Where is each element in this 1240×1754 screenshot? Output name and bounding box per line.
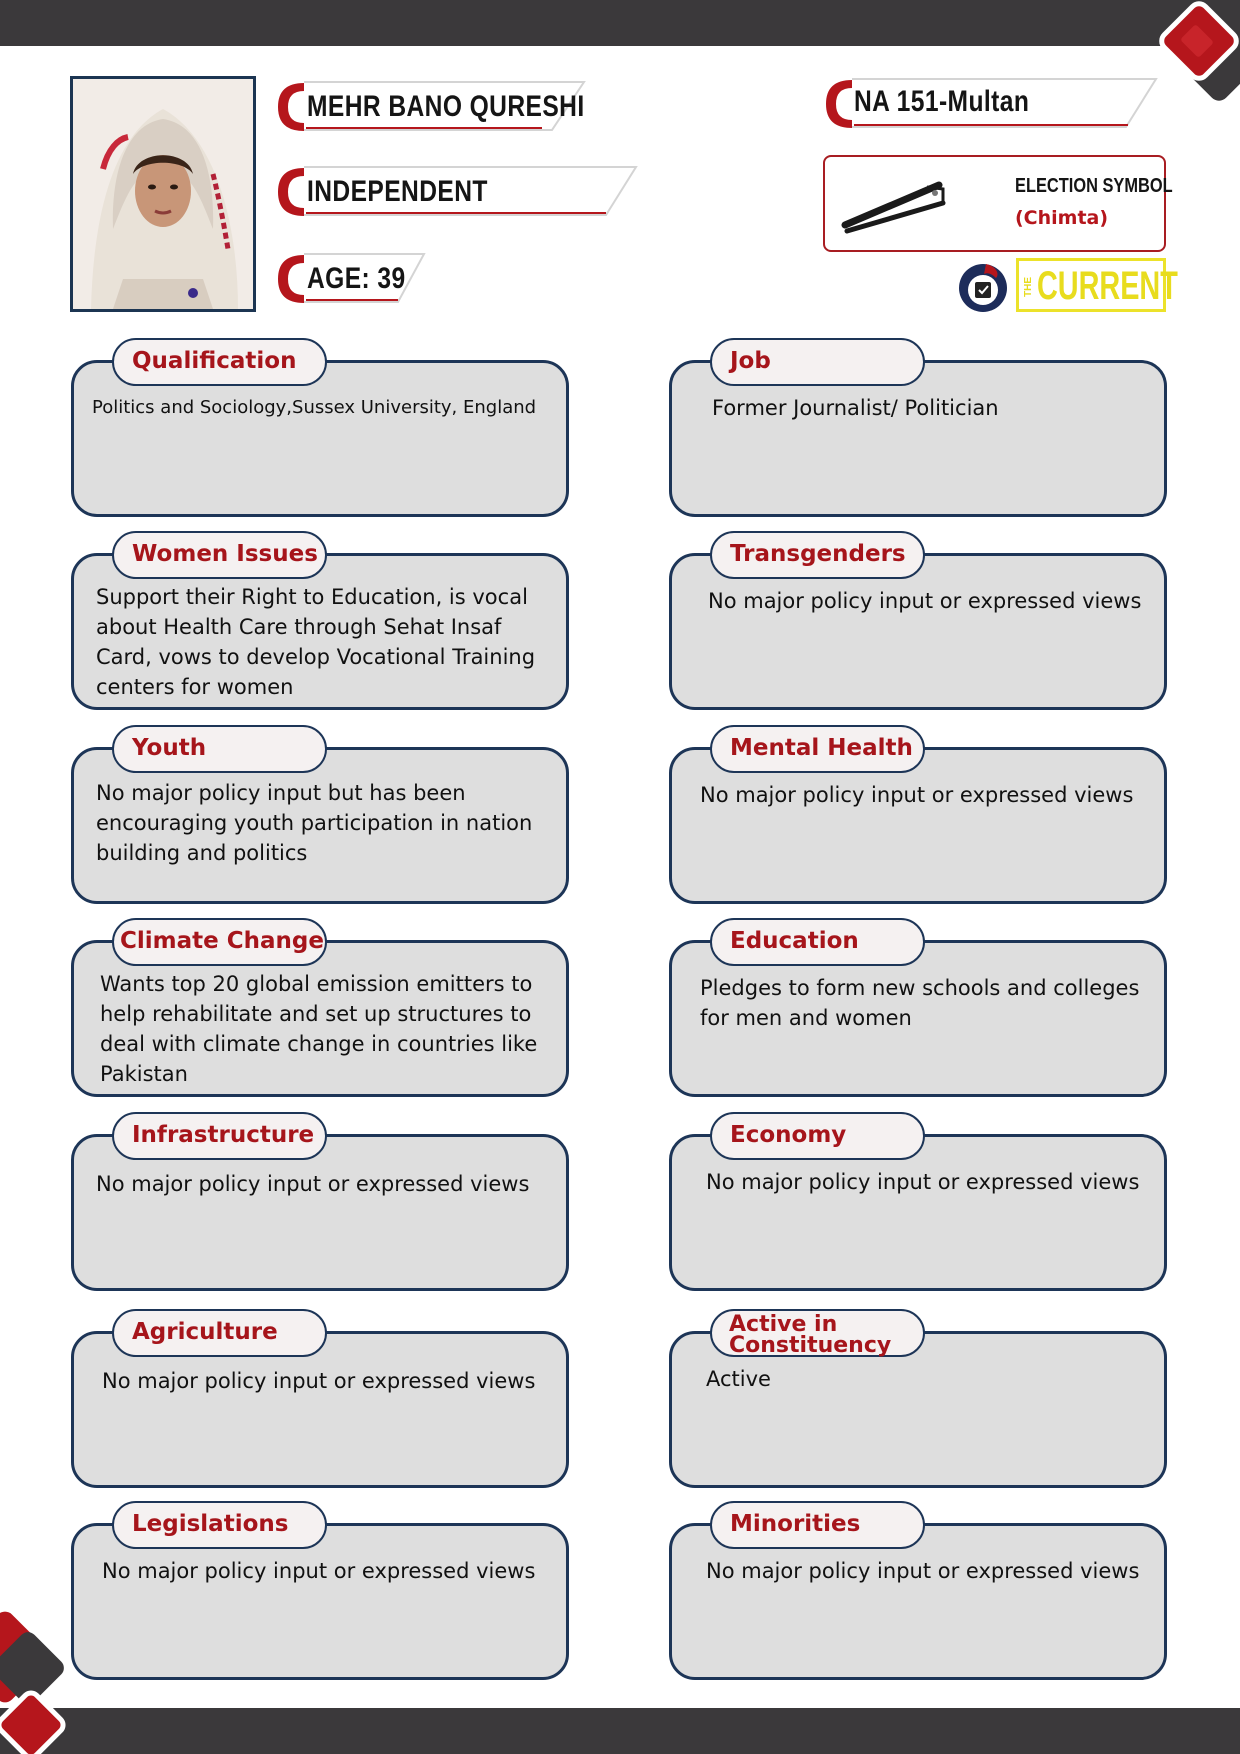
card-label: Economy bbox=[710, 1112, 925, 1160]
card-label: Transgenders bbox=[710, 531, 925, 579]
candidate-age: AGE: 39 bbox=[307, 262, 406, 295]
card-text: Support their Right to Education, is vocal about Health Care through Sehat Insaf Card, vows to develop Vocational Training centers for women bbox=[96, 585, 536, 699]
card-label: Women Issues bbox=[112, 531, 327, 579]
card-label: Mental Health bbox=[710, 725, 925, 773]
constituency: NA 151-Multan bbox=[854, 85, 1030, 118]
current-logo-prefix: THE bbox=[1023, 277, 1034, 297]
card-text: No major policy input or expressed views bbox=[102, 1559, 536, 1583]
election-symbol-name: (Chimta) bbox=[1015, 207, 1109, 229]
election-symbol-label: ELECTION SYMBOL bbox=[1015, 175, 1173, 197]
card-text: No major policy input or expressed views bbox=[706, 1170, 1140, 1194]
emblem-logo bbox=[956, 260, 1010, 314]
card-label: Education bbox=[710, 918, 925, 966]
card-economy bbox=[669, 1122, 1167, 1291]
card-text: No major policy input or expressed views bbox=[102, 1369, 536, 1393]
card-label: Active in Constituency bbox=[710, 1309, 925, 1357]
corner-decoration-top-right bbox=[1150, 0, 1240, 140]
card-label: Infrastructure bbox=[112, 1112, 327, 1160]
constituency-tag bbox=[818, 73, 1162, 135]
card-text: Active bbox=[706, 1367, 771, 1391]
card-text: No major policy input but has been encouraging youth participation in nation building and politics bbox=[96, 781, 533, 865]
card-text: Pledges to form new schools and colleges for men and women bbox=[700, 976, 1140, 1030]
age-tag bbox=[270, 248, 430, 310]
candidate-name: MEHR BANO QURESHI bbox=[307, 90, 585, 123]
card-label: Minorities bbox=[710, 1501, 925, 1549]
card-legislations bbox=[71, 1511, 569, 1680]
card-active-in-constituency bbox=[669, 1312, 1167, 1488]
card-text: Former Journalist/ Politician bbox=[712, 396, 999, 420]
card-infrastructure bbox=[71, 1122, 569, 1291]
card-climate-change bbox=[71, 928, 569, 1097]
card-qualification bbox=[71, 348, 569, 517]
card-education bbox=[669, 928, 1167, 1097]
card-agriculture bbox=[71, 1319, 569, 1488]
card-label: Agriculture bbox=[112, 1309, 327, 1357]
election-symbol-box bbox=[823, 155, 1173, 252]
card-text: No major policy input or expressed views bbox=[706, 1559, 1140, 1583]
name-tag bbox=[270, 76, 590, 138]
current-logo-text: CURRENT bbox=[1037, 264, 1178, 308]
card-text: No major policy input or expressed views bbox=[700, 783, 1134, 807]
card-label: Climate Change bbox=[112, 918, 327, 966]
card-youth bbox=[71, 735, 569, 904]
current-logo bbox=[1016, 258, 1178, 312]
card-label: Legislations bbox=[112, 1501, 327, 1549]
card-text: Wants top 20 global emission emitters to help rehabilitate and set up structures to deal with climate change in countries like Pakistan bbox=[100, 972, 538, 1086]
top-bar bbox=[0, 0, 1240, 46]
card-label: Job bbox=[710, 338, 925, 386]
party-tag bbox=[270, 161, 642, 223]
card-minorities bbox=[669, 1511, 1167, 1680]
card-text: No major policy input or expressed views bbox=[708, 589, 1142, 613]
tongs-icon bbox=[839, 169, 949, 239]
card-label: Youth bbox=[112, 725, 327, 773]
candidate-photo bbox=[70, 76, 256, 312]
card-women-issues bbox=[71, 541, 569, 710]
party-name: INDEPENDENT bbox=[307, 175, 488, 208]
card-text: No major policy input or expressed views bbox=[96, 1172, 530, 1196]
card-text: Politics and Sociology,Sussex University, England bbox=[92, 397, 537, 418]
card-job bbox=[669, 348, 1167, 517]
card-label: Qualification bbox=[112, 338, 327, 386]
card-mental-health bbox=[669, 735, 1167, 904]
card-transgenders bbox=[669, 541, 1167, 710]
bottom-bar bbox=[0, 1708, 1240, 1754]
